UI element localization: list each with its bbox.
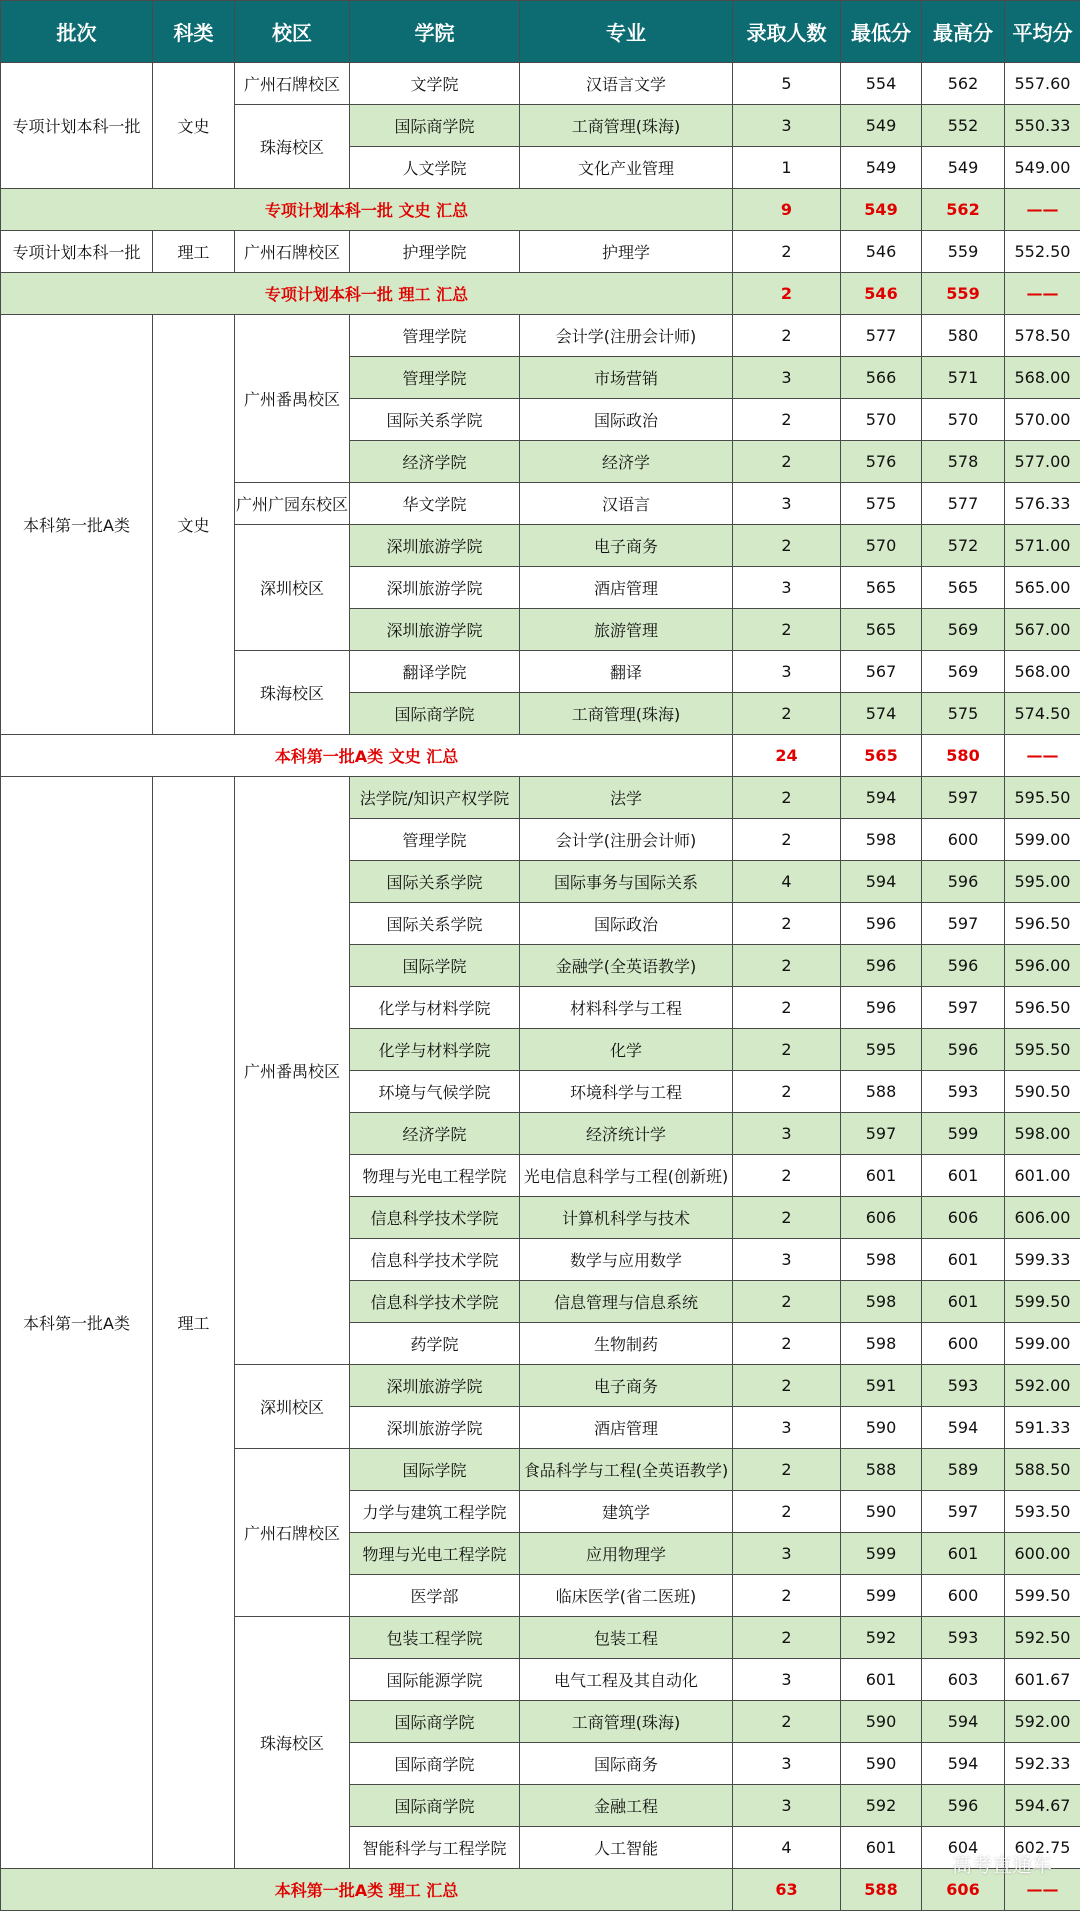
campus-cell: 广州广园东校区: [235, 483, 350, 525]
major-cell: 光电信息科学与工程(创新班): [520, 1155, 733, 1197]
table-body: [1, 63, 1080, 1911]
avg-score-cell: 576.33: [1005, 483, 1080, 525]
avg-score-cell: 601.00: [1005, 1155, 1080, 1197]
header-avg-score: 平均分: [1005, 1, 1080, 63]
summary-max-score: 580: [922, 735, 1005, 777]
campus-cell: 珠海校区: [235, 651, 350, 735]
max-score-cell: 601: [922, 1281, 1005, 1323]
min-score-cell: 588: [841, 1449, 922, 1491]
max-score-cell: 599: [922, 1113, 1005, 1155]
summary-avg-score: ——: [1005, 189, 1080, 231]
college-cell: 国际商学院: [350, 693, 520, 735]
avg-score-cell: 568.00: [1005, 651, 1080, 693]
category-cell: 文史: [153, 315, 235, 735]
max-score-cell: 593: [922, 1071, 1005, 1113]
avg-score-cell: 594.67: [1005, 1785, 1080, 1827]
min-score-cell: 596: [841, 903, 922, 945]
count-cell: 2: [733, 1323, 841, 1365]
college-cell: 信息科学技术学院: [350, 1197, 520, 1239]
avg-score-cell: 592.00: [1005, 1365, 1080, 1407]
max-score-cell: 597: [922, 1491, 1005, 1533]
count-cell: 3: [733, 651, 841, 693]
major-cell: 人工智能: [520, 1827, 733, 1869]
college-cell: 经济学院: [350, 441, 520, 483]
major-cell: 生物制药: [520, 1323, 733, 1365]
count-cell: 2: [733, 1491, 841, 1533]
avg-score-cell: 592.50: [1005, 1617, 1080, 1659]
college-cell: 护理学院: [350, 231, 520, 273]
college-cell: 医学部: [350, 1575, 520, 1617]
college-cell: 人文学院: [350, 147, 520, 189]
max-score-cell: 570: [922, 399, 1005, 441]
avg-score-cell: 591.33: [1005, 1407, 1080, 1449]
summary-count: 9: [733, 189, 841, 231]
table-row: [1, 63, 1080, 105]
max-score-cell: 601: [922, 1533, 1005, 1575]
major-cell: 数学与应用数学: [520, 1239, 733, 1281]
min-score-cell: 565: [841, 609, 922, 651]
min-score-cell: 601: [841, 1155, 922, 1197]
avg-score-cell: 595.50: [1005, 1029, 1080, 1071]
max-score-cell: 552: [922, 105, 1005, 147]
summary-min-score: 588: [841, 1869, 922, 1911]
college-cell: 文学院: [350, 63, 520, 105]
college-cell: 深圳旅游学院: [350, 525, 520, 567]
summary-label: 本科第一批A类 理工 汇总: [1, 1869, 733, 1911]
college-cell: 化学与材料学院: [350, 1029, 520, 1071]
batch-cell: 本科第一批A类: [1, 315, 153, 735]
max-score-cell: 594: [922, 1701, 1005, 1743]
campus-cell: 深圳校区: [235, 525, 350, 651]
category-cell: 理工: [153, 777, 235, 1869]
summary-row: [1, 1869, 1080, 1911]
count-cell: 3: [733, 1533, 841, 1575]
major-cell: 材料科学与工程: [520, 987, 733, 1029]
count-cell: 3: [733, 1659, 841, 1701]
max-score-cell: 600: [922, 819, 1005, 861]
max-score-cell: 596: [922, 1785, 1005, 1827]
min-score-cell: 592: [841, 1785, 922, 1827]
college-cell: 智能科学与工程学院: [350, 1827, 520, 1869]
summary-avg-score: ——: [1005, 735, 1080, 777]
major-cell: 国际政治: [520, 399, 733, 441]
avg-score-cell: 596.50: [1005, 903, 1080, 945]
summary-row: [1, 735, 1080, 777]
campus-cell: 广州番禺校区: [235, 315, 350, 483]
max-score-cell: 593: [922, 1617, 1005, 1659]
major-cell: 旅游管理: [520, 609, 733, 651]
count-cell: 2: [733, 1701, 841, 1743]
avg-score-cell: 577.00: [1005, 441, 1080, 483]
max-score-cell: 580: [922, 315, 1005, 357]
avg-score-cell: 595.50: [1005, 777, 1080, 819]
major-cell: 国际事务与国际关系: [520, 861, 733, 903]
max-score-cell: 549: [922, 147, 1005, 189]
count-cell: 2: [733, 399, 841, 441]
max-score-cell: 569: [922, 651, 1005, 693]
college-cell: 深圳旅游学院: [350, 609, 520, 651]
avg-score-cell: 599.00: [1005, 1323, 1080, 1365]
min-score-cell: 549: [841, 147, 922, 189]
min-score-cell: 567: [841, 651, 922, 693]
count-cell: 3: [733, 1239, 841, 1281]
table-row: [1, 231, 1080, 273]
college-cell: 环境与气候学院: [350, 1071, 520, 1113]
count-cell: 2: [733, 693, 841, 735]
count-cell: 2: [733, 1029, 841, 1071]
count-cell: 3: [733, 105, 841, 147]
summary-label: 本科第一批A类 文史 汇总: [1, 735, 733, 777]
avg-score-cell: 592.00: [1005, 1701, 1080, 1743]
college-cell: 力学与建筑工程学院: [350, 1491, 520, 1533]
header-category: 科类: [153, 1, 235, 63]
college-cell: 管理学院: [350, 315, 520, 357]
college-cell: 国际商学院: [350, 105, 520, 147]
min-score-cell: 574: [841, 693, 922, 735]
min-score-cell: 594: [841, 777, 922, 819]
summary-max-score: 606: [922, 1869, 1005, 1911]
min-score-cell: 590: [841, 1407, 922, 1449]
header-admitted-count: 录取人数: [733, 1, 841, 63]
min-score-cell: 599: [841, 1575, 922, 1617]
max-score-cell: 594: [922, 1743, 1005, 1785]
major-cell: 工商管理(珠海): [520, 1701, 733, 1743]
max-score-cell: 600: [922, 1323, 1005, 1365]
table-header-row: [1, 1, 1080, 63]
college-cell: 管理学院: [350, 357, 520, 399]
max-score-cell: 604: [922, 1827, 1005, 1869]
count-cell: 2: [733, 525, 841, 567]
college-cell: 国际关系学院: [350, 399, 520, 441]
min-score-cell: 588: [841, 1071, 922, 1113]
major-cell: 金融学(全英语教学): [520, 945, 733, 987]
avg-score-cell: 567.00: [1005, 609, 1080, 651]
min-score-cell: 590: [841, 1491, 922, 1533]
min-score-cell: 597: [841, 1113, 922, 1155]
max-score-cell: 601: [922, 1155, 1005, 1197]
college-cell: 国际能源学院: [350, 1659, 520, 1701]
max-score-cell: 596: [922, 861, 1005, 903]
min-score-cell: 577: [841, 315, 922, 357]
max-score-cell: 603: [922, 1659, 1005, 1701]
min-score-cell: 592: [841, 1617, 922, 1659]
avg-score-cell: 574.50: [1005, 693, 1080, 735]
major-cell: 金融工程: [520, 1785, 733, 1827]
max-score-cell: 600: [922, 1575, 1005, 1617]
avg-score-cell: 568.00: [1005, 357, 1080, 399]
college-cell: 华文学院: [350, 483, 520, 525]
avg-score-cell: 599.50: [1005, 1281, 1080, 1323]
watermark-text: 高考直通车: [952, 1849, 1052, 1878]
min-score-cell: 598: [841, 1239, 922, 1281]
campus-cell: 广州石牌校区: [235, 1449, 350, 1617]
batch-cell: 本科第一批A类: [1, 777, 153, 1869]
max-score-cell: 606: [922, 1197, 1005, 1239]
count-cell: 3: [733, 1407, 841, 1449]
major-cell: 汉语言: [520, 483, 733, 525]
summary-row: [1, 189, 1080, 231]
count-cell: 2: [733, 1071, 841, 1113]
major-cell: 翻译: [520, 651, 733, 693]
summary-label: 专项计划本科一批 文史 汇总: [1, 189, 733, 231]
campus-cell: 广州番禺校区: [235, 777, 350, 1365]
count-cell: 2: [733, 609, 841, 651]
max-score-cell: 575: [922, 693, 1005, 735]
min-score-cell: 601: [841, 1659, 922, 1701]
major-cell: 建筑学: [520, 1491, 733, 1533]
count-cell: 2: [733, 231, 841, 273]
header-major: 专业: [520, 1, 733, 63]
avg-score-cell: 600.00: [1005, 1533, 1080, 1575]
major-cell: 经济统计学: [520, 1113, 733, 1155]
header-max-score: 最高分: [922, 1, 1005, 63]
college-cell: 化学与材料学院: [350, 987, 520, 1029]
max-score-cell: 597: [922, 777, 1005, 819]
count-cell: 2: [733, 1365, 841, 1407]
max-score-cell: 577: [922, 483, 1005, 525]
avg-score-cell: 578.50: [1005, 315, 1080, 357]
avg-score-cell: 598.00: [1005, 1113, 1080, 1155]
min-score-cell: 596: [841, 987, 922, 1029]
min-score-cell: 601: [841, 1827, 922, 1869]
major-cell: 国际商务: [520, 1743, 733, 1785]
count-cell: 1: [733, 147, 841, 189]
summary-max-score: 559: [922, 273, 1005, 315]
major-cell: 计算机科学与技术: [520, 1197, 733, 1239]
avg-score-cell: 552.50: [1005, 231, 1080, 273]
summary-min-score: 546: [841, 273, 922, 315]
major-cell: 工商管理(珠海): [520, 693, 733, 735]
count-cell: 2: [733, 1281, 841, 1323]
summary-min-score: 549: [841, 189, 922, 231]
min-score-cell: 570: [841, 525, 922, 567]
max-score-cell: 562: [922, 63, 1005, 105]
avg-score-cell: 595.00: [1005, 861, 1080, 903]
header-min-score: 最低分: [841, 1, 922, 63]
header-campus: 校区: [235, 1, 350, 63]
avg-score-cell: 565.00: [1005, 567, 1080, 609]
count-cell: 3: [733, 1743, 841, 1785]
count-cell: 2: [733, 1575, 841, 1617]
college-cell: 物理与光电工程学院: [350, 1155, 520, 1197]
avg-score-cell: 599.50: [1005, 1575, 1080, 1617]
count-cell: 2: [733, 1155, 841, 1197]
major-cell: 会计学(注册会计师): [520, 315, 733, 357]
major-cell: 工商管理(珠海): [520, 105, 733, 147]
major-cell: 酒店管理: [520, 567, 733, 609]
avg-score-cell: 590.50: [1005, 1071, 1080, 1113]
campus-cell: 深圳校区: [235, 1365, 350, 1449]
min-score-cell: 570: [841, 399, 922, 441]
college-cell: 包装工程学院: [350, 1617, 520, 1659]
category-cell: 文史: [153, 63, 235, 189]
min-score-cell: 598: [841, 1323, 922, 1365]
campus-cell: 广州石牌校区: [235, 63, 350, 105]
count-cell: 3: [733, 357, 841, 399]
max-score-cell: 597: [922, 903, 1005, 945]
major-cell: 汉语言文学: [520, 63, 733, 105]
count-cell: 5: [733, 63, 841, 105]
summary-count: 24: [733, 735, 841, 777]
college-cell: 深圳旅游学院: [350, 1365, 520, 1407]
min-score-cell: 590: [841, 1701, 922, 1743]
count-cell: 2: [733, 819, 841, 861]
count-cell: 2: [733, 945, 841, 987]
count-cell: 2: [733, 1197, 841, 1239]
min-score-cell: 591: [841, 1365, 922, 1407]
count-cell: 3: [733, 1113, 841, 1155]
major-cell: 包装工程: [520, 1617, 733, 1659]
count-cell: 2: [733, 1449, 841, 1491]
min-score-cell: 566: [841, 357, 922, 399]
avg-score-cell: 588.50: [1005, 1449, 1080, 1491]
max-score-cell: 559: [922, 231, 1005, 273]
college-cell: 国际关系学院: [350, 903, 520, 945]
count-cell: 3: [733, 483, 841, 525]
count-cell: 2: [733, 777, 841, 819]
campus-cell: 珠海校区: [235, 105, 350, 189]
avg-score-cell: 550.33: [1005, 105, 1080, 147]
max-score-cell: 597: [922, 987, 1005, 1029]
summary-min-score: 565: [841, 735, 922, 777]
college-cell: 国际关系学院: [350, 861, 520, 903]
min-score-cell: 596: [841, 945, 922, 987]
avg-score-cell: 570.00: [1005, 399, 1080, 441]
campus-cell: 珠海校区: [235, 1617, 350, 1869]
college-cell: 深圳旅游学院: [350, 567, 520, 609]
avg-score-cell: 602.75: [1005, 1827, 1080, 1869]
major-cell: 酒店管理: [520, 1407, 733, 1449]
count-cell: 4: [733, 861, 841, 903]
major-cell: 电气工程及其自动化: [520, 1659, 733, 1701]
min-score-cell: 595: [841, 1029, 922, 1071]
avg-score-cell: 596.50: [1005, 987, 1080, 1029]
avg-score-cell: 606.00: [1005, 1197, 1080, 1239]
college-cell: 国际学院: [350, 945, 520, 987]
major-cell: 国际政治: [520, 903, 733, 945]
count-cell: 4: [733, 1827, 841, 1869]
summary-avg-score: ——: [1005, 273, 1080, 315]
min-score-cell: 565: [841, 567, 922, 609]
college-cell: 药学院: [350, 1323, 520, 1365]
max-score-cell: 571: [922, 357, 1005, 399]
max-score-cell: 572: [922, 525, 1005, 567]
campus-cell: 广州石牌校区: [235, 231, 350, 273]
college-cell: 深圳旅游学院: [350, 1407, 520, 1449]
major-cell: 会计学(注册会计师): [520, 819, 733, 861]
count-cell: 2: [733, 1617, 841, 1659]
min-score-cell: 549: [841, 105, 922, 147]
avg-score-cell: 592.33: [1005, 1743, 1080, 1785]
college-cell: 物理与光电工程学院: [350, 1533, 520, 1575]
major-cell: 文化产业管理: [520, 147, 733, 189]
major-cell: 环境科学与工程: [520, 1071, 733, 1113]
count-cell: 3: [733, 567, 841, 609]
avg-score-cell: 599.33: [1005, 1239, 1080, 1281]
major-cell: 化学: [520, 1029, 733, 1071]
min-score-cell: 606: [841, 1197, 922, 1239]
summary-max-score: 562: [922, 189, 1005, 231]
count-cell: 2: [733, 987, 841, 1029]
table-row: [1, 315, 1080, 357]
count-cell: 3: [733, 1785, 841, 1827]
summary-count: 63: [733, 1869, 841, 1911]
count-cell: 2: [733, 315, 841, 357]
summary-avg-score: ——: [1005, 1869, 1080, 1911]
batch-cell: 专项计划本科一批: [1, 63, 153, 189]
summary-count: 2: [733, 273, 841, 315]
min-score-cell: 554: [841, 63, 922, 105]
table-row: [1, 777, 1080, 819]
count-cell: 2: [733, 441, 841, 483]
major-cell: 护理学: [520, 231, 733, 273]
avg-score-cell: 549.00: [1005, 147, 1080, 189]
college-cell: 信息科学技术学院: [350, 1239, 520, 1281]
avg-score-cell: 557.60: [1005, 63, 1080, 105]
avg-score-cell: 599.00: [1005, 819, 1080, 861]
college-cell: 信息科学技术学院: [350, 1281, 520, 1323]
max-score-cell: 601: [922, 1239, 1005, 1281]
summary-row: [1, 273, 1080, 315]
max-score-cell: 596: [922, 945, 1005, 987]
min-score-cell: 575: [841, 483, 922, 525]
header-college: 学院: [350, 1, 520, 63]
header-batch: 批次: [1, 1, 153, 63]
avg-score-cell: 593.50: [1005, 1491, 1080, 1533]
major-cell: 法学: [520, 777, 733, 819]
major-cell: 市场营销: [520, 357, 733, 399]
max-score-cell: 594: [922, 1407, 1005, 1449]
count-cell: 2: [733, 903, 841, 945]
max-score-cell: 565: [922, 567, 1005, 609]
max-score-cell: 569: [922, 609, 1005, 651]
college-cell: 国际商学院: [350, 1743, 520, 1785]
college-cell: 国际学院: [350, 1449, 520, 1491]
avg-score-cell: 596.00: [1005, 945, 1080, 987]
college-cell: 翻译学院: [350, 651, 520, 693]
min-score-cell: 594: [841, 861, 922, 903]
min-score-cell: 598: [841, 819, 922, 861]
min-score-cell: 599: [841, 1533, 922, 1575]
college-cell: 法学院/知识产权学院: [350, 777, 520, 819]
major-cell: 电子商务: [520, 1365, 733, 1407]
max-score-cell: 593: [922, 1365, 1005, 1407]
college-cell: 经济学院: [350, 1113, 520, 1155]
major-cell: 信息管理与信息系统: [520, 1281, 733, 1323]
max-score-cell: 589: [922, 1449, 1005, 1491]
max-score-cell: 596: [922, 1029, 1005, 1071]
min-score-cell: 576: [841, 441, 922, 483]
major-cell: 食品科学与工程(全英语教学): [520, 1449, 733, 1491]
min-score-cell: 590: [841, 1743, 922, 1785]
major-cell: 应用物理学: [520, 1533, 733, 1575]
college-cell: 国际商学院: [350, 1701, 520, 1743]
major-cell: 电子商务: [520, 525, 733, 567]
avg-score-cell: 571.00: [1005, 525, 1080, 567]
summary-label: 专项计划本科一批 理工 汇总: [1, 273, 733, 315]
major-cell: 临床医学(省二医班): [520, 1575, 733, 1617]
category-cell: 理工: [153, 231, 235, 273]
major-cell: 经济学: [520, 441, 733, 483]
max-score-cell: 578: [922, 441, 1005, 483]
college-cell: 管理学院: [350, 819, 520, 861]
college-cell: 国际商学院: [350, 1785, 520, 1827]
min-score-cell: 598: [841, 1281, 922, 1323]
batch-cell: 专项计划本科一批: [1, 231, 153, 273]
avg-score-cell: 601.67: [1005, 1659, 1080, 1701]
min-score-cell: 546: [841, 231, 922, 273]
